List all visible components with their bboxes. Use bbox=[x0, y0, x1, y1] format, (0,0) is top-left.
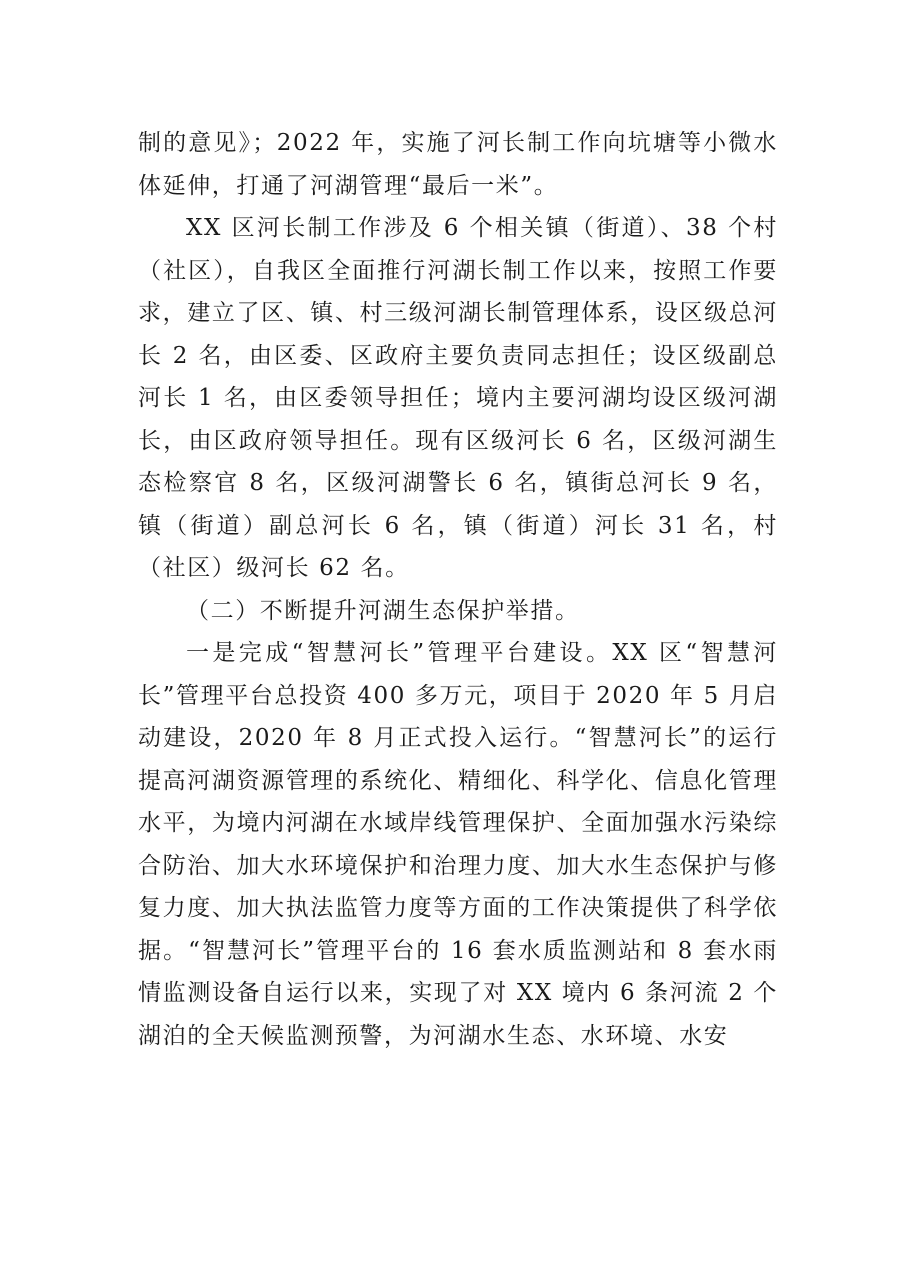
paragraph-continuation: 制的意见》；2022 年，实施了河长制工作向坑塘等小微水体延伸，打通了河湖管理“最后一米”。 bbox=[138, 130, 778, 199]
paragraph-smart-river-chief: 一是完成“智慧河长”管理平台建设。XX 区“智慧河长”管理平台总投资 400 多万元，项目于 2020 年 5 月启动建设，2020 年 8 月正式投入运行。“智慧河长”的运行提高河湖资源管理的系统化、精细化、科学化、信息化管理水平，为境内河湖在水域岸线管理保护、全面加强水污染综合防治、加大水环境保护和治理力度、加大水生态保护与修复力度、加大执法监管力度等方面的工作决策提供了科学依据。“智慧河长”管理平台的 16 套水质监测站和 8 套水雨情监测设备自运行以来，实现了对 XX 境内 6 条河流 2 个湖泊的全天候监测预警，为河湖水生态、水环境、水安 bbox=[138, 640, 778, 1049]
section-heading: （二）不断提升河湖生态保护举措。 bbox=[186, 597, 580, 624]
paragraph-river-chief-system: XX 区河长制工作涉及 6 个相关镇（街道）、38 个村（社区），自我区全面推行河湖长制工作以来，按照工作要求，建立了区、镇、村三级河湖长制管理体系，设区级总河长 2 名，由区委、区政府主要负责同志担任；设区级副总河长 1 名，由区委领导担任；境内主要河湖均设区级河湖长，由区政府领导担任。现有区级河长 6 名，区级河湖生态检察官 8 名，区级河湖警长 6 名，镇街总河长 9 名，镇（街道）副总河长 6 名，镇（街道）河长 31 名，村（社区）级河长 62 名。 bbox=[138, 215, 778, 581]
document-body bbox=[138, 122, 778, 1057]
